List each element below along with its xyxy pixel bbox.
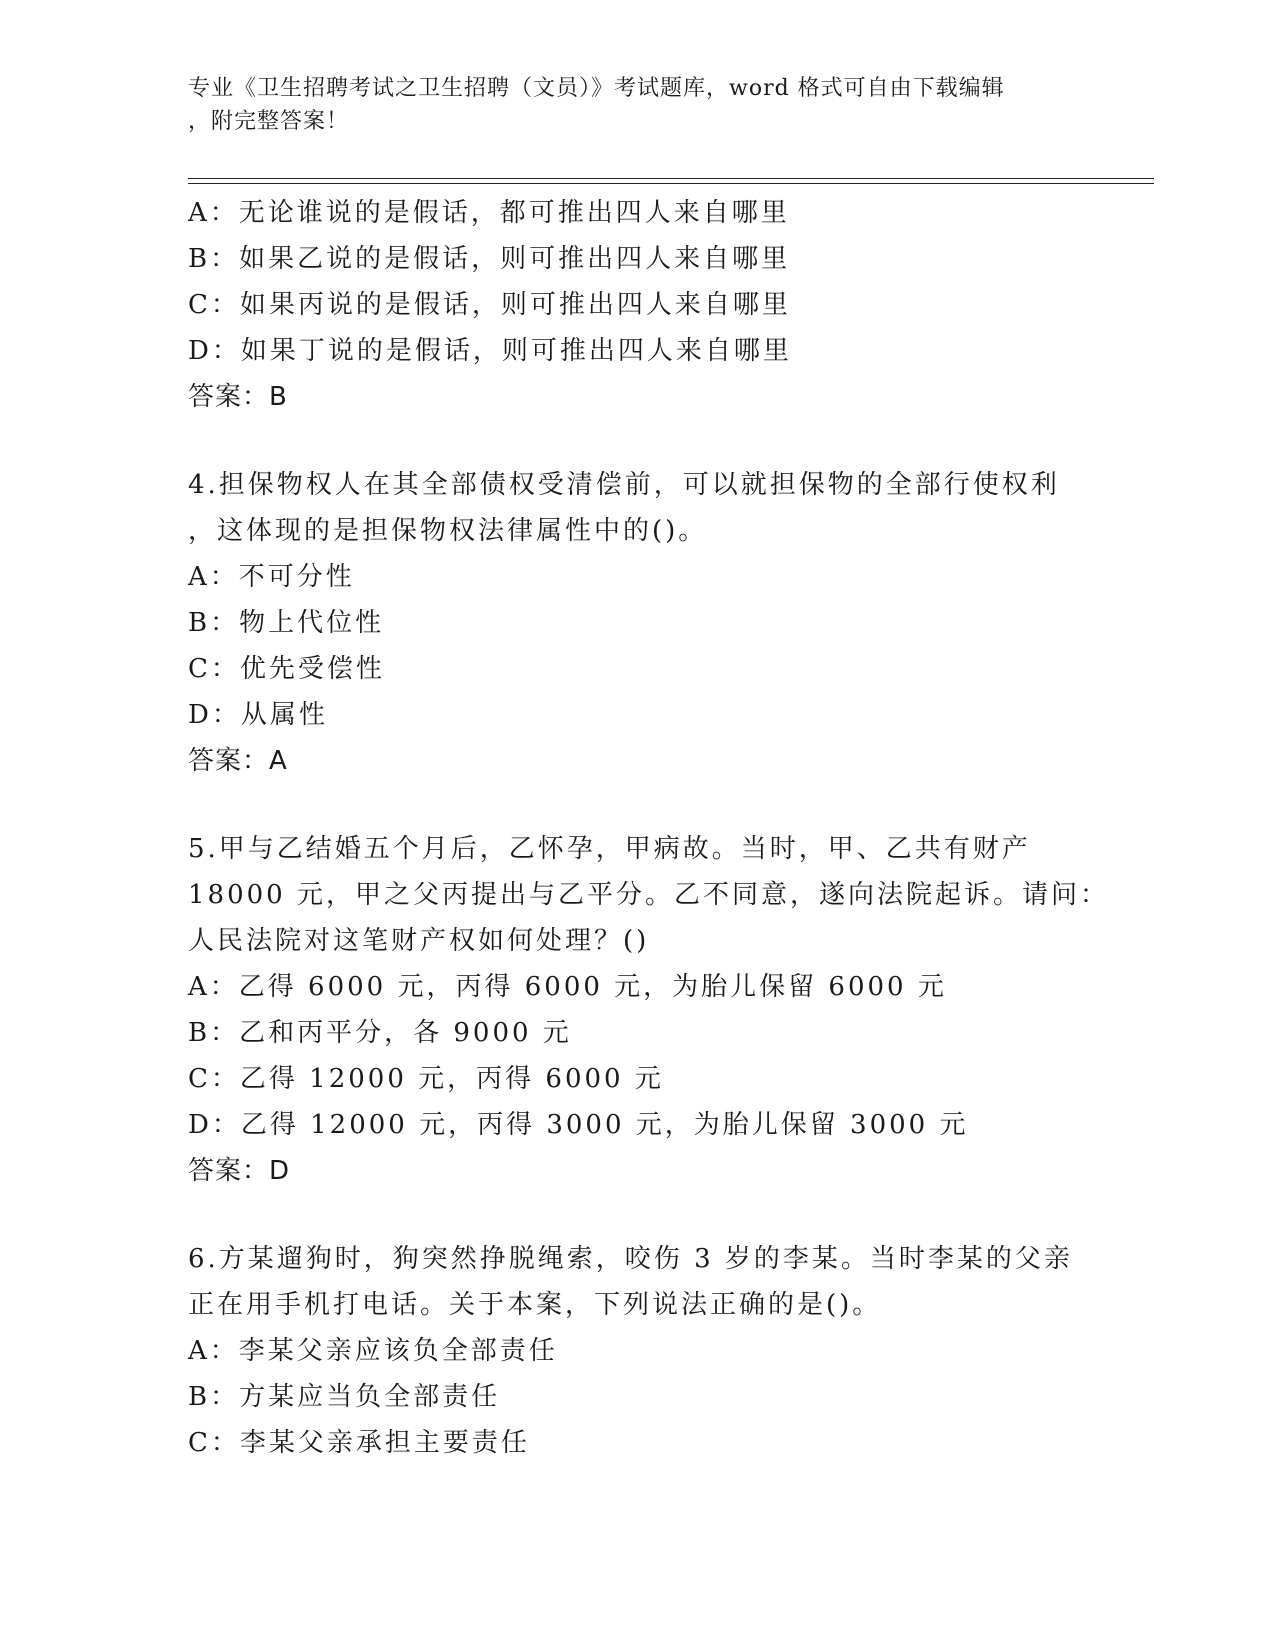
question-text: [188, 826, 1109, 964]
question-text-line: 18000 元，甲之父丙提出与乙平分。乙不同意，遂向法院起诉。请问：: [188, 880, 1109, 910]
option-a: A：不可分性: [188, 562, 355, 592]
option-d: D：乙得 12000 元，丙得 3000 元，为胎儿保留 3000 元: [188, 1110, 969, 1140]
question-text: [188, 1236, 1088, 1328]
option-c: C：李某父亲承担主要责任: [188, 1428, 530, 1458]
question-text-line: 4.担保物权人在其全部债权受清偿前，可以就担保物的全部行使权利: [188, 470, 1060, 500]
question-text: [188, 462, 1088, 554]
question-5: [188, 826, 1109, 1194]
option-b: B：乙和丙平分，各 9000 元: [188, 1018, 572, 1048]
document-header: [188, 72, 1068, 138]
option-b: B：物上代位性: [188, 608, 385, 638]
option-a: A：乙得 6000 元，丙得 6000 元，为胎儿保留 6000 元: [188, 972, 947, 1002]
question-text-line: 人民法院对这笔财产权如何处理？(): [188, 926, 650, 956]
question-text-line: 正在用手机打电话。关于本案，下列说法正确的是()。: [188, 1290, 882, 1320]
option-b: B：方某应当负全部责任: [188, 1382, 501, 1412]
option-b: B：如果乙说的是假话，则可推出四人来自哪里: [188, 244, 791, 274]
option-a: A：李某父亲应该负全部责任: [188, 1336, 558, 1366]
answer-line: 答案：A: [188, 746, 288, 776]
option-d: D：如果丁说的是假话，则可推出四人来自哪里: [188, 336, 792, 366]
question-text-line: 6.方某遛狗时，狗突然挣脱绳索，咬伤 3 岁的李某。当时李某的父亲: [188, 1244, 1073, 1274]
option-c: C：如果丙说的是假话，则可推出四人来自哪里: [188, 290, 791, 320]
question-4: [188, 462, 1088, 784]
option-d: D：从属性: [188, 700, 328, 730]
header-line-2: ，附完整答案！: [188, 109, 350, 134]
question-3: [188, 190, 1088, 420]
question-text-line: 5.甲与乙结婚五个月后，乙怀孕，甲病故。当时，甲、乙共有财产: [188, 834, 1031, 864]
answer-line: 答案：B: [188, 382, 288, 412]
answer-line: 答案：D: [188, 1156, 291, 1186]
header-line-1: 专业《卫生招聘考试之卫生招聘（文员）》考试题库，word 格式可自由下载编辑: [188, 76, 1005, 101]
option-a: A：无论谁说的是假话，都可推出四人来自哪里: [188, 198, 790, 228]
option-c: C：乙得 12000 元，丙得 6000 元: [188, 1064, 664, 1094]
question-6: [188, 1236, 1088, 1466]
question-text-line: ，这体现的是担保物权法律属性中的()。: [188, 516, 708, 546]
header-divider-bottom: [188, 183, 1154, 184]
header-divider-top: [188, 178, 1154, 179]
question-list: [188, 190, 1109, 1466]
option-c: C：优先受偿性: [188, 654, 385, 684]
